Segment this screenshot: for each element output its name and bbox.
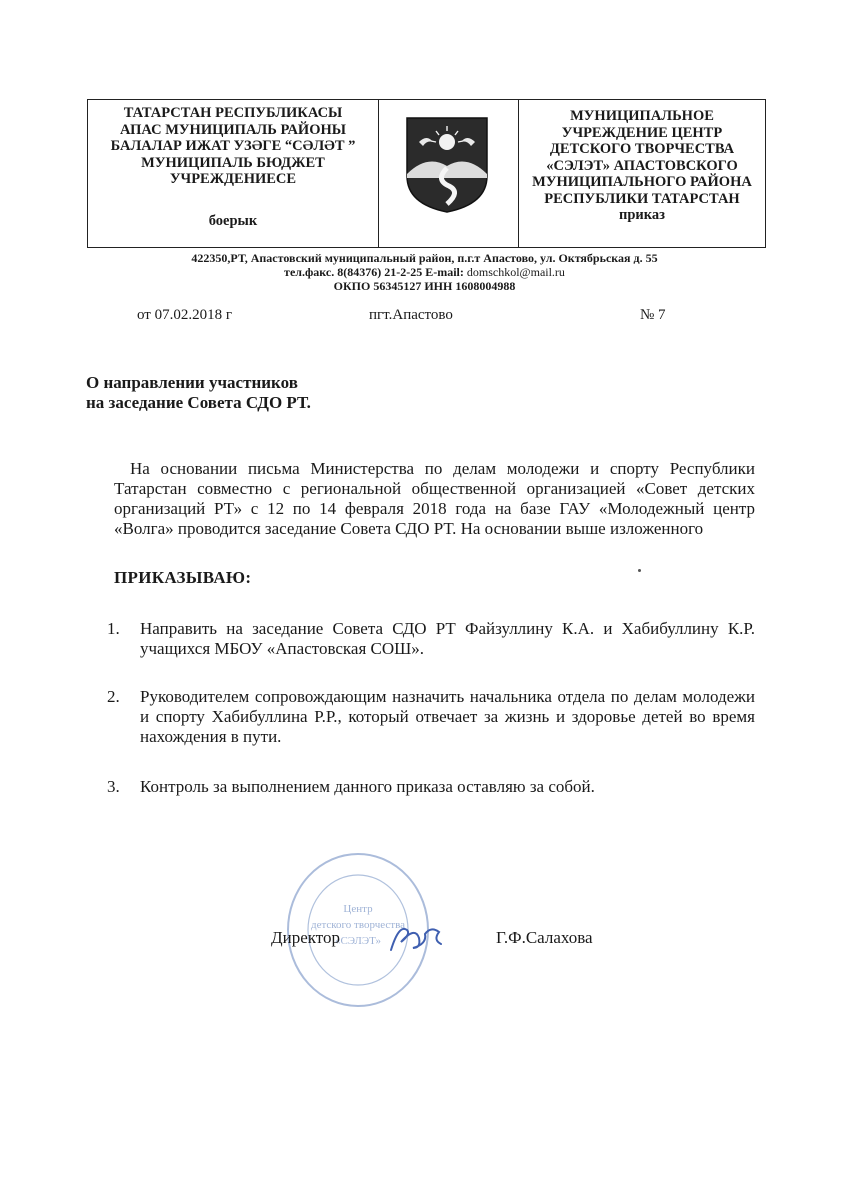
order-heading: ПРИКАЗЫВАЮ: bbox=[114, 568, 252, 587]
tatar-line: МУНИЦИПАЛЬ БЮДЖЕТ bbox=[141, 154, 325, 171]
signatory-name: Г.Ф.Салахова bbox=[496, 928, 593, 947]
order-number: № 7 bbox=[640, 307, 666, 323]
stamp-text-line: детского творчества bbox=[310, 919, 406, 931]
order-place: пгт.Апастово bbox=[369, 307, 453, 323]
tatar-org-name bbox=[88, 105, 378, 188]
order-date: от 07.02.2018 г bbox=[137, 307, 233, 323]
contact-line bbox=[0, 265, 849, 279]
list-item bbox=[107, 619, 755, 659]
list-text: Руководителем сопровождающим назначить начальника отдела по делам молодежи и спорту Хабибуллина Р.Р., который отвечает за жизнь и здоровье детей во время нахождения в пути. bbox=[140, 687, 755, 746]
list-number: 2. bbox=[107, 687, 120, 706]
tatar-line: УЧРЕЖДЕНИЕСЕ bbox=[169, 171, 297, 187]
list-number: 3. bbox=[107, 777, 120, 796]
scan-speck bbox=[638, 569, 641, 572]
russian-line: МУНИЦИПАЛЬНОГО РАЙОНА bbox=[532, 174, 752, 190]
apastovo-coat-of-arms-icon bbox=[405, 116, 489, 214]
letterhead-emblem-cell bbox=[379, 100, 519, 247]
signatory-role: Директор bbox=[271, 928, 340, 947]
russian-line: МУНИЦИПАЛЬНОЕ bbox=[570, 108, 714, 124]
russian-line: УЧРЕЖДЕНИЕ ЦЕНТР bbox=[561, 124, 723, 141]
list-text: Контроль за выполнением данного приказа оставляю за собой. bbox=[140, 777, 595, 796]
title-line: О направлении участников bbox=[86, 373, 298, 392]
stamp-text-line: Центр bbox=[343, 903, 373, 915]
tatar-line: ТАТАРСТАН РЕСПУБЛИКАСЫ bbox=[123, 105, 343, 121]
list-item bbox=[107, 777, 755, 797]
letterhead-table bbox=[87, 99, 766, 248]
list-item bbox=[107, 687, 755, 747]
handwritten-signature bbox=[385, 920, 445, 956]
phone-text: тел.факс. 8(84376) 21-2-25 E-mail: bbox=[284, 265, 467, 279]
list-number: 1. bbox=[107, 619, 120, 638]
list-text: Направить на заседание Совета СДО РТ Файзуллину К.А. и Хабибуллину К.Р. учащихся МБОУ «Апастовская СОШ». bbox=[140, 619, 755, 658]
tatar-doc-type: боерык bbox=[208, 213, 258, 229]
letterhead-tatar-cell bbox=[88, 100, 379, 247]
title-line: на заседание Совета СДО РТ. bbox=[86, 393, 311, 412]
letterhead-russian-cell bbox=[519, 100, 765, 247]
order-title bbox=[86, 373, 311, 413]
stamp-text-line: «СЭЛЭТ» bbox=[334, 935, 382, 947]
codes-line: ОКПО 56345127 ИНН 1608004988 bbox=[333, 279, 516, 293]
russian-line: «СЭЛЭТ» АПАСТОВСКОГО bbox=[546, 157, 738, 174]
address-line: 422350,РТ, Апастовский муниципальный район, п.г.т Апастово, ул. Октябрьская д. 55 bbox=[191, 251, 658, 265]
tatar-line: БАЛАЛАР ИЖАТ УЗӘГЕ “СӘЛӘТ ” bbox=[110, 138, 356, 154]
russian-org-name bbox=[519, 108, 765, 224]
tatar-line: АПАС МУНИЦИПАЛЬ РАЙОНЫ bbox=[120, 121, 346, 138]
russian-doc-type: приказ bbox=[619, 207, 665, 223]
email-link[interactable]: domschkol@mail.ru bbox=[466, 265, 565, 279]
russian-line: РЕСПУБЛИКИ ТАТАРСТАН bbox=[544, 190, 740, 207]
preamble-paragraph: На основании письма Министерства по делам молодежи и спорту Республики Татарстан совместно с региональной общественной организацией «Совет детских организаций РТ» с 12 по 14 февраля 2018 года на базе ГАУ «Молодежный центр «Волга» проводится заседание Совета СДО РТ. На основании выше изложенного bbox=[114, 459, 755, 538]
russian-line: ДЕТСКОГО ТВОРЧЕСТВА bbox=[549, 141, 735, 157]
